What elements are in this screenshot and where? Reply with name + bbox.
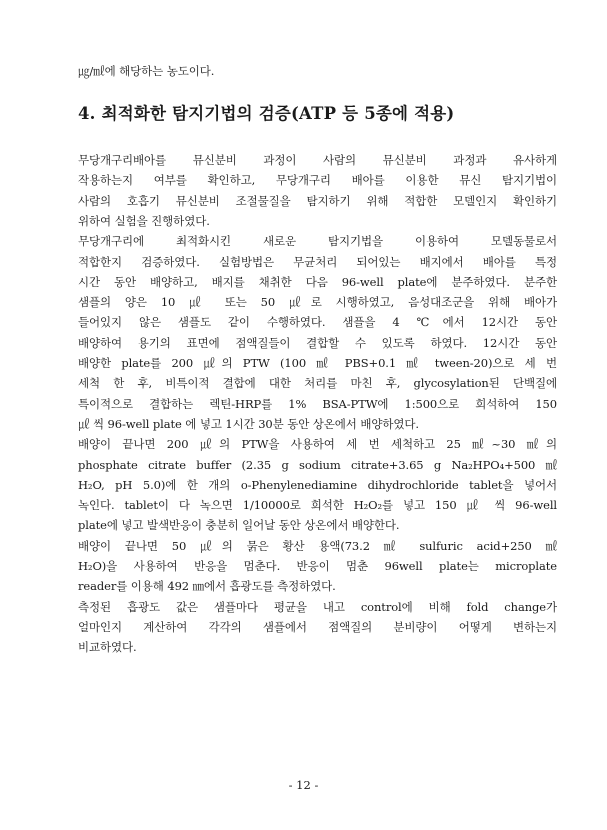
paragraph-2-line: 특이적으로 결합하는 렉틴-HRP를 1% BSA-PTW에 1:500으로 희석하여 150 [78, 396, 557, 411]
paragraph-2-line: 무당개구리에 최적화시킨 새로운 탐지기법을 이용하여 모델동물로서 [78, 234, 557, 249]
section-heading: 4. 최적화한 탐지기법의 검증(ATP 등 5종에 적용) [78, 104, 455, 123]
paragraph-2-line: 들어있지 않은 샘플도 같이 수행하였다. 샘플을 4 ℃에서 12시간 동안 [78, 315, 557, 330]
paragraph-5-line: 측정된 흡광도 값은 샘플마다 평균을 내고 control에 비해 fold change가 [78, 599, 557, 614]
paragraph-1-line: 사람의 호흡기 뮤신분비 조절물질을 탐지하기 위해 적합한 모델인지 확인하기 [78, 193, 557, 208]
paragraph-1-line: 작용하는지 여부를 확인하고, 무당개구리 배아를 이용한 뮤신 탐지기법이 [78, 173, 557, 188]
paragraph-5-line: 얼마인지 계산하여 각각의 샘플에서 점액질의 분비량이 어떻게 변하는지 [78, 619, 557, 634]
paragraph-1-line: 무당개구리배아를 뮤신분비 과정이 사람의 뮤신분비 과정과 유사하게 [78, 153, 557, 167]
paragraph-2-line: 배양한 plate를 200 ㎕의 PTW (100 ㎖ PBS+0.1 ㎖ tween-20)으로 세 번 [78, 356, 557, 370]
paragraph-2-line: 세척 한 후, 비특이적 결합에 대한 처리를 마친 후, glycosylation된 단백질에 [78, 376, 557, 391]
paragraph-2-line: ㎕ 씩 96-well plate 에 넣고 1시간 30분 동안 상온에서 배양하였다. [78, 416, 419, 431]
paragraph-4-line: 배양이 끝나면 50 ㎕의 묽은 황산 용액(73.2 ㎖ sulfuric acid+250 ㎖ [78, 538, 557, 553]
paragraph-4-line: reader를 이용해 492 ㎚에서 흡광도를 측정하였다. [78, 579, 336, 594]
paragraph-3-line: 배양이 끝나면 200 ㎕의 PTW을 사용하여 세 번 세척하고 25 ㎖~30 ㎖의 [78, 437, 557, 452]
paragraph-2-line: 적합한지 검증하였다. 실험방법은 무균처리 되어있는 배지에서 배아를 특정 [78, 254, 557, 269]
paragraph-2-line: 배양하여 용기의 표면에 점액질들이 결합할 수 있도록 하였다. 12시간 동안 [78, 335, 557, 350]
paragraph-3-line: 녹인다. tablet이 다 녹으면 1/10000로 희석한 H₂O₂를 넣고 150 ㎕ 씩 96-well [78, 498, 557, 513]
paragraph-3-line: phosphate citrate buffer (2.35 g sodium citrate+3.65 g Na₂HPO₄+500 ㎖ [78, 457, 557, 472]
paragraph-4-line: H₂O)을 사용하여 반응을 멈춘다. 반응이 멈춘 96well plate는 microplate [78, 559, 557, 573]
paragraph-2-line: 시간 동안 배양하고, 배지를 채취한 다음 96-well plate에 분주하였다. 분주한 [78, 274, 557, 289]
paragraph-1-line: 위하여 실험을 진행하였다. [78, 213, 210, 228]
continuation-line: ㎍/㎖에 해당하는 농도이다. [78, 64, 215, 78]
paragraph-2-line: 샘플의 양은 10 ㎕ 또는 50 ㎕로 시행하였고, 음성대조군을 위해 배아가 [78, 295, 557, 310]
paragraph-3-line: plate에 넣고 발색반응이 충분히 일어날 동안 상온에서 배양한다. [78, 518, 400, 533]
page-number: - 12 - [288, 778, 319, 792]
paragraph-5-line: 비교하였다. [78, 640, 137, 655]
paragraph-3-line: H₂O, pH 5.0)에 한 개의 o-Phenylenediamine dihydrochloride tablet을 넣어서 [78, 477, 557, 492]
